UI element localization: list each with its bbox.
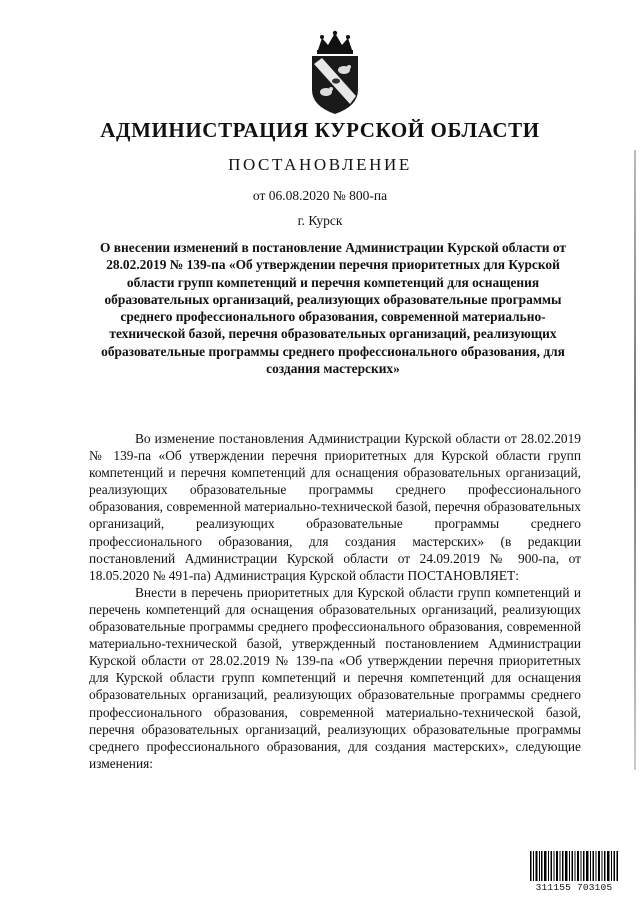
administration-title: АДМИНИСТРАЦИЯ КУРСКОЙ ОБЛАСТИ [100,118,540,142]
scan-edge [634,150,636,770]
coat-of-arms-emblem [306,30,364,116]
document-date-number: от 06.08.2020 № 800-па [252,188,388,203]
barcode [528,851,620,893]
body-paragraph-1: Во изменение постановления Администрации Курской области от 28.02.2019 № 139-па «Об утверждении перечня приоритетных для Курской области групп компетенций и перечня компетенций для оснащения образовательных организаций, реализующих образовательные программы среднего профессионального образования, современной материально-технической базой, перечня образовательных организаций, реализующих образовательные программы среднего профессионального образования, для создания мастерских» (в редакции постановлений Администрации Курской области от 24.09.2019 № 900-па, от 18.05.2020 № 491-па) Администрация Курской области ПОСТАНОВЛЯЕТ: [89,431,581,583]
document-type: ПОСТАНОВЛЕНИЕ [228,155,412,174]
document-subject: О внесении изменений в постановление Администрации Курской области от 28.02.2019 № 139-па «Об утверждении перечня приоритетных для Курской области групп компетенций и перечня компетенций для оснащения образовательных организаций, реализующих образовательные программы среднего профессионального образования, современной материально-технической базой, перечня образовательных организаций, реализующих образовательные программы среднего профессионального образования, для создания мастерских» [100,240,566,377]
barcode-number: 311155 703105 [535,882,613,893]
document-city: г. Курск [297,213,343,228]
document-body [89,430,581,772]
barcode-bars [528,851,620,881]
body-paragraph-2: Внести в перечень приоритетных для Курской области групп компетенций и перечень компетенций для оснащения образовательных организаций, реализующих образовательные программы среднего профессионального образования, современной материально-технической базой, утвержденный постановлением Администрации Курской области от 28.02.2019 № 139-па «Об утверждении перечня приоритетных для Курской области групп компетенций и перечня компетенций для оснащения образовательных организаций, реализующих образовательные программы среднего профессионального образования, современной материально-технической базой, перечня образовательных организаций, реализующих образовательные программы среднего профессионального образования, для создания мастерских», следующие изменения: [89,584,581,771]
